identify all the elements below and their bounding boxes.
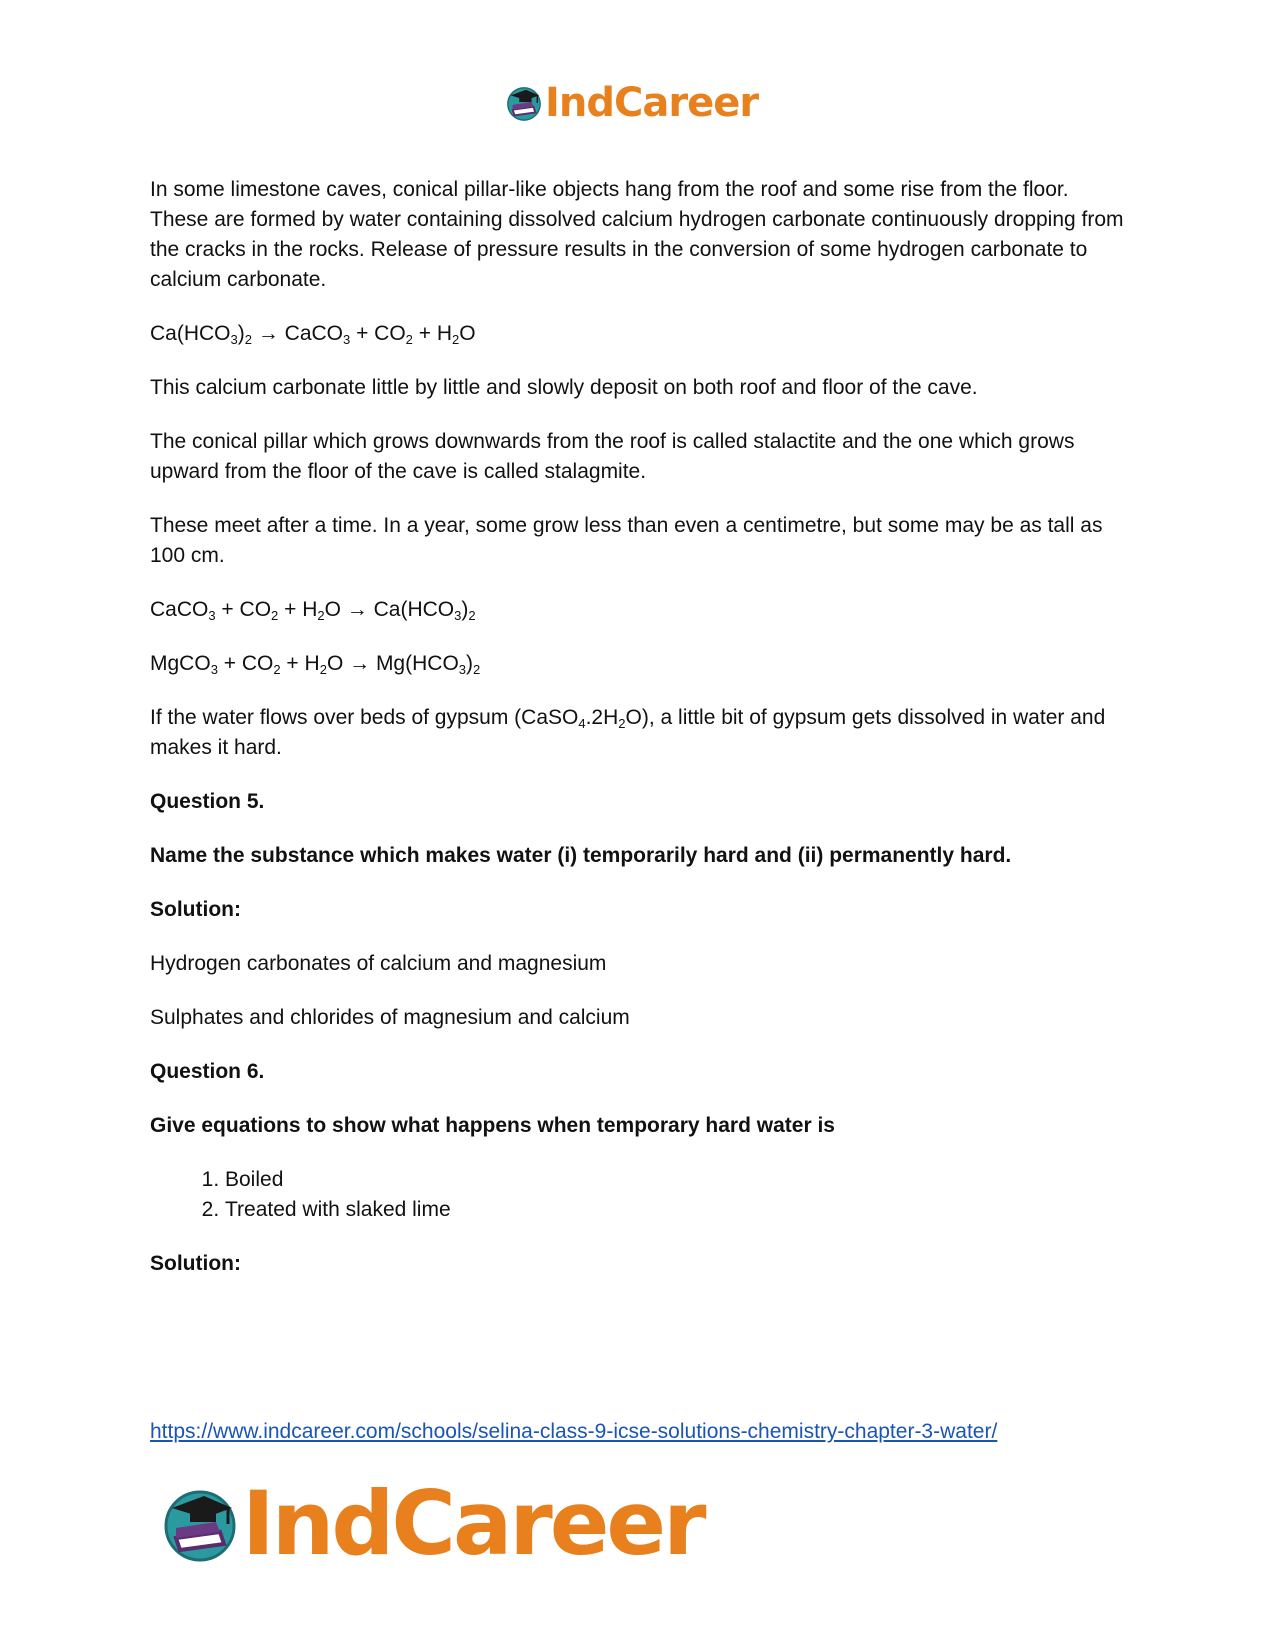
answer-permanent: Sulphates and chlorides of magnesium and calcium: [150, 1006, 630, 1029]
question-5-text: Name the substance which makes water (i) temporarily hard and (ii) permanently hard.: [150, 844, 1012, 867]
footer-logo: [160, 1472, 704, 1575]
answer-temporary: Hydrogen carbonates of calcium and magnesium: [150, 952, 607, 975]
source-link[interactable]: https://www.indcareer.com/schools/selina-class-9-icse-solutions-chemistry-chapter-3-water/: [150, 1420, 998, 1443]
paragraph-growth: These meet after a time. In a year, some grow less than even a centimetre, but some may be as tall as 100 cm.: [150, 514, 1103, 567]
question-6-text: Give equations to show what happens when temporary hard water is: [150, 1114, 835, 1137]
header-logo: [505, 80, 758, 126]
logo-wordmark: IndCareer: [242, 1472, 704, 1575]
list-item: 1. Boiled: [225, 1165, 1130, 1195]
paragraph-gypsum: If the water flows over beds of gypsum $(CaSO_4.2H_2O)$, a little bit of gypsum gets dissolved in water and makes it hard.: [150, 706, 1106, 759]
equation-1: $Ca(HCO_3)_2$ → CaCO$_3$ + $CO_2 + H_2O$: [150, 322, 476, 347]
equation-3: MgCO$_3$ + $CO_2 + H_2O \to Mg(HCO_3)_2$: [150, 652, 481, 677]
question-6-list: [150, 1165, 1130, 1225]
list-item: 2. Treated with slaked lime: [225, 1195, 1130, 1225]
paragraph-stalactite: The conical pillar which grows downwards from the roof is called stalactite and the one which grows upward from the floor of the cave is called stalagmite.: [150, 430, 1075, 483]
paragraph-caves: In some limestone caves, conical pillar-like objects hang from the roof and some rise from the floor. These are formed by water containing dissolved calcium hydrogen carbonate continuously dropping from the cracks in the rocks. Release of pressure results in the conversion of some hydrogen carbonate to calcium carbonate.: [150, 178, 1124, 291]
question-5-label: Question 5.: [150, 790, 265, 813]
solution-label: Solution:: [150, 898, 241, 921]
paragraph-deposit: This calcium carbonate little by little and slowly deposit on both roof and floor of the cave.: [150, 376, 978, 399]
equation-2: CaCO$_3$ + $CO_2 + H_2O \to Ca(HCO_3)_2$: [150, 598, 476, 623]
graduation-cap-globe-book-icon: [160, 1484, 240, 1564]
solution-label: Solution:: [150, 1252, 241, 1275]
logo-wordmark: IndCareer: [545, 80, 759, 126]
graduation-cap-globe-book-icon: [505, 84, 543, 122]
question-6-label: Question 6.: [150, 1060, 265, 1083]
document-body: [150, 175, 1130, 1303]
